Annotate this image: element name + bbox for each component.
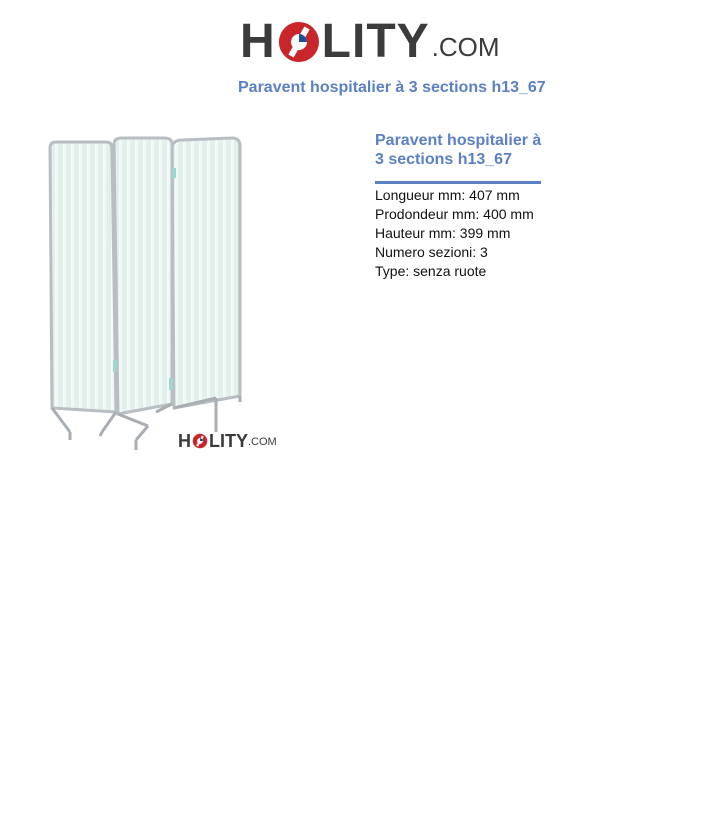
product-specs: [375, 186, 555, 281]
watermark-letter-h: H: [178, 431, 191, 451]
logo-wordmark: [240, 15, 430, 68]
watermark-suffix: .COM: [248, 436, 277, 448]
page-title: Paravent hospitalier à 3 sections h13_67: [238, 79, 546, 96]
spec-length: Longueur mm: 407 mm: [375, 187, 520, 203]
folding-screen-image: [36, 132, 281, 457]
logo-suffix: .COM: [431, 32, 500, 62]
logo-letter-h: H: [240, 15, 276, 68]
watermark-o-logo-icon: [192, 433, 208, 449]
heading-divider: [375, 181, 541, 184]
logo-letters-lity: LITY: [321, 15, 430, 68]
site-logo[interactable]: [240, 12, 500, 66]
product-heading: Paravent hospitalier à 3 sections h13_67: [375, 132, 542, 168]
product-image[interactable]: [36, 132, 281, 457]
spec-sections: Numero sezioni: 3: [375, 244, 488, 260]
product-info: [375, 131, 555, 281]
spec-type: Type: senza ruote: [375, 263, 487, 279]
image-watermark-logo: [178, 432, 277, 450]
holity-o-logo-icon: [277, 20, 321, 64]
spec-depth: Prodondeur mm: 400 mm: [375, 206, 534, 222]
spec-height: Hauteur mm: 399 mm: [375, 225, 511, 241]
watermark-letters-lity: LITY: [209, 431, 248, 451]
